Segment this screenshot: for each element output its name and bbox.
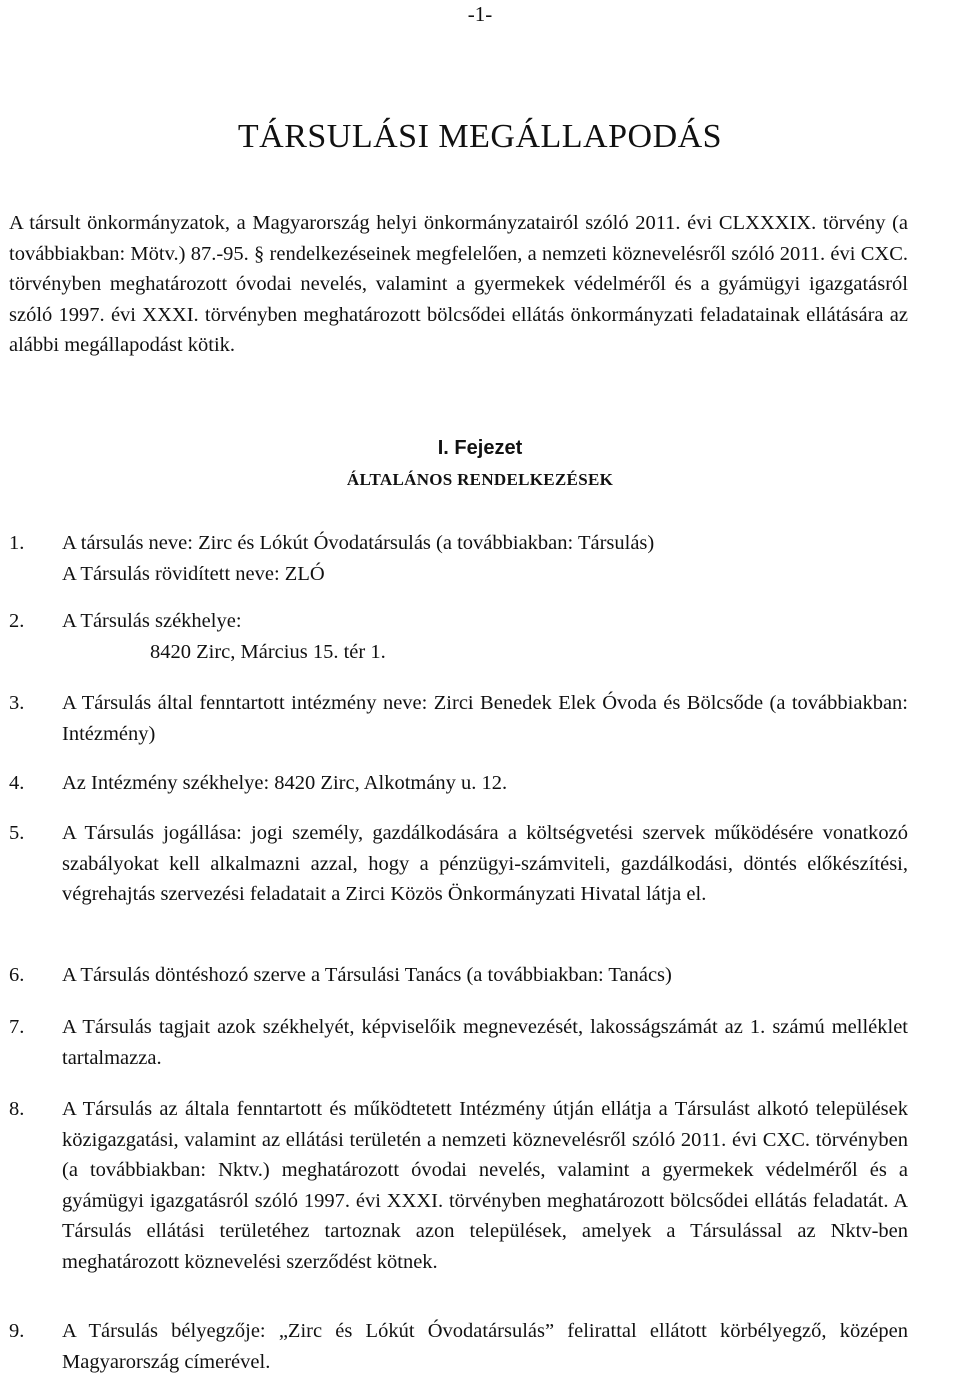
item-text: A Társulás döntéshozó szerve a Társulási Tanács (a továbbiakban: Tanács) [62,964,672,986]
item-text: A Társulás jogállása: jogi személy, gazdálkodására a költségvetési szervek működésére vonatkozó szabályokat kell alkalmazni azzal, hogy a pénzügyi-számviteli, gazdálkodási, döntés előkészítési, végrehajtás szervezési feladatait a Zirci Közös Önkormányzati Hivatal látja el. [62,822,908,905]
item-text: A társulás neve: Zirc és Lókút Óvodatársulás (a továbbiakban: Társulás) [62,532,655,554]
item-text: A Társulás bélyegzője: „Zirc és Lókút Óvodatársulás” felirattal ellátott körbélyegző, középen Magyarország címerével. [62,1320,908,1373]
item-number: 1. [9,532,25,554]
page-number: -1- [467,2,493,26]
item-address: 8420 Zirc, Március 15. tér 1. [150,640,386,663]
item-text: A Társulás által fenntartott intézmény neve: Zirci Benedek Elek Óvoda és Bölcsőde (a továbbiakban: Intézmény) [62,692,908,745]
list-item [9,1012,908,1073]
list-item [9,688,908,749]
item-number: 4. [9,772,25,794]
intro-paragraph: A társult önkormányzatok, a Magyarország helyi önkormányzatairól szóló 2011. évi CLXXXIX. törvény (a továbbiakban: Mötv.) 87.-95. § rendelkezéseinek megfelelően, a nemzeti köznevelésről szóló 2011. évi CXC. törvényben meghatározott óvodai nevelés, valamint a gyermekek védelméről és a gyámügyi igazgatásról szóló 1997. évi XXXI. törvényben meghatározott bölcsődei ellátás önkormányzati feladatainak ellátására az alábbi megállapodást kötik. [9,212,908,356]
item-number: 6. [9,964,25,986]
item-number: 7. [9,1016,25,1038]
chapter-number: I. Fejezet [437,437,523,459]
item-number: 5. [9,822,25,844]
item-number: 2. [9,610,25,632]
list-item [9,818,908,910]
chapter-title: ÁLTALÁNOS RENDELKEZÉSEK [346,470,614,489]
item-text: A Társulás tagjait azok székhelyét, képviselőik megnevezését, lakosságszámát az 1. számú melléklet tartalmazza. [62,1016,908,1069]
list-item [9,1316,908,1377]
document-title: TÁRSULÁSI MEGÁLLAPODÁS [237,118,723,155]
list-item [9,1094,908,1277]
list-item [9,528,908,589]
list-item [9,606,908,667]
item-number: 8. [9,1098,25,1120]
item-number: 9. [9,1320,25,1342]
item-text: A Társulás az általa fenntartott és működtetett Intézmény útján ellátja a Társulást alkotó települések közigazgatási, valamint az ellátási területén a nemzeti köznevelésről szóló 2011. évi CXC. törvényben (a továbbiakban: Nktv.) meghatározott óvodai nevelés, valamint a gyermekek védelméről és a gyámügyi igazgatásról szóló 1997. évi XXXI. törvényben meghatározott bölcsődei ellátás feladatát. A Társulás ellátási területéhez tartoznak azon települések, amelyek a Társulással az Nktv-ben meghatározott köznevelési szerződést kötnek. [62,1098,908,1273]
item-number: 3. [9,692,25,714]
list-item [9,960,908,991]
item-text-secondary: A Társulás rövidített neve: ZLÓ [62,562,325,585]
item-text: Az Intézmény székhelye: 8420 Zirc, Alkotmány u. 12. [62,772,508,794]
item-text: A Társulás székhelye: [62,610,242,632]
list-item [9,768,908,799]
